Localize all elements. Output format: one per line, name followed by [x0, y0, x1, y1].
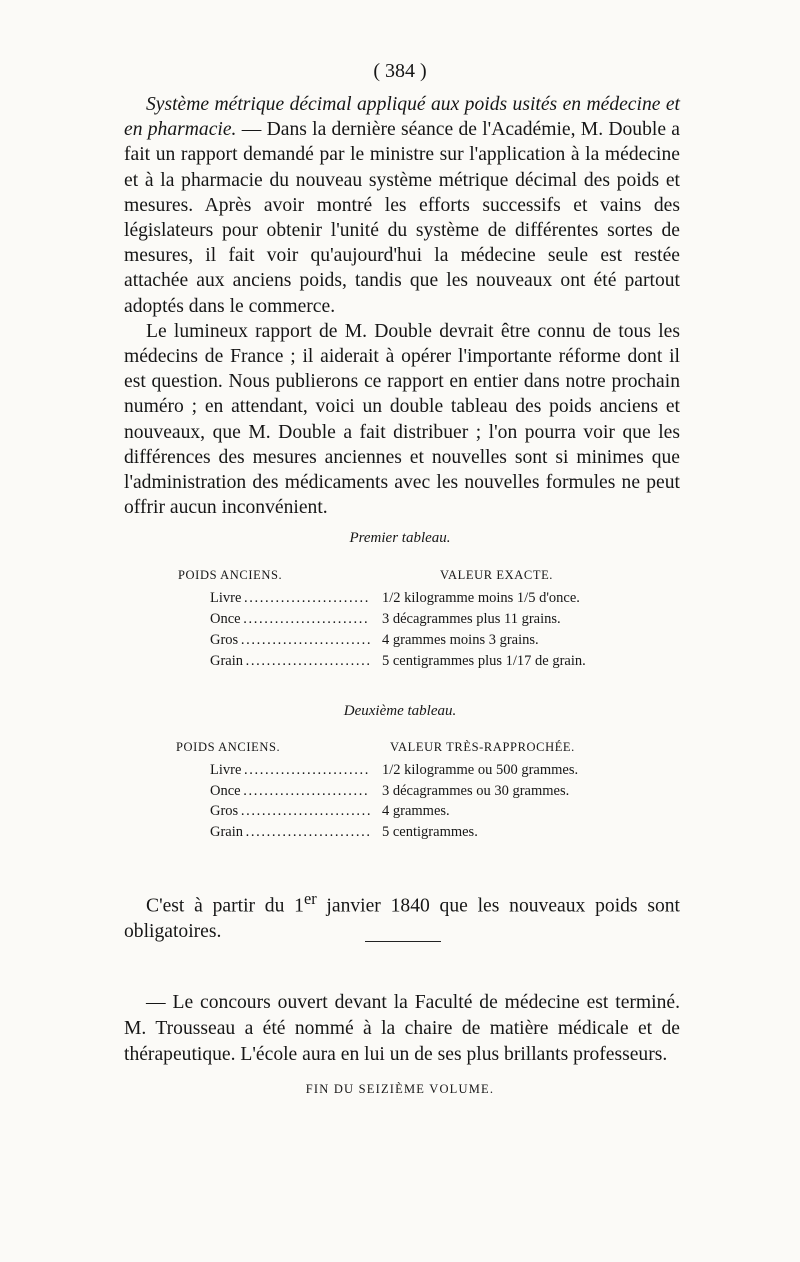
weight-value: 3 décagrammes ou 30 grammes.	[378, 783, 569, 800]
paragraph-2: Le lumineux rapport de M. Double devrait être connu de tous les médecins de France ; il aiderait à opérer l'importante réforme dont il est question. Nous publierons ce rapport en entier dans notre prochain numéro ; en attendant, voici un double tableau des poids anciens et nouveaux, que M. Double a fait distribuer ; l'on pourra voir que les différences des mesures anciennes et nouvelles sont si minimes que l'administration des médicaments avec les nouvelles formules ne peut offrir aucun inconvénient.	[124, 320, 680, 519]
paragraph-1-text: — Dans la dernière séance de l'Académie, M. Double a fait un rapport demandé par le ministre sur l'application à la médecine et à la pharmacie du nouveau système métrique décimal des poids et mesures. Après avoir montré les efforts successifs et vains des législateurs pour obtenir l'unité du système de différentes sortes de mesures, il fait voir qu'aujourd'hui la médecine seule est restée attachée aux anciens poids, tandis que les nouveaux ont été partout adoptés dans le commerce.	[124, 119, 681, 317]
table1-caption: Premier tableau.	[349, 530, 451, 546]
table2-col1-header: POIDS ANCIENS.	[176, 740, 281, 754]
weight-value: 3 décagrammes plus 11 grains.	[378, 611, 561, 628]
page-number: ( 384 )	[373, 60, 427, 82]
weight-value: 4 grammes moins 3 grains.	[378, 632, 539, 649]
weight-value: 1/2 kilogramme ou 500 grammes.	[378, 762, 578, 779]
paragraph-1	[124, 92, 680, 319]
weight-name: Livre . . .	[210, 762, 370, 779]
weight-name: Gros . . .	[210, 803, 370, 820]
table1	[0, 568, 800, 674]
table2-caption: Deuxième tableau.	[343, 703, 457, 719]
weight-name: Livre . . .	[210, 590, 370, 607]
table2-header	[0, 740, 800, 762]
table2-row	[0, 824, 800, 845]
date-text-after: janvier 1840 que les nouveaux poids sont obligatoires.	[124, 895, 680, 942]
weight-name: Once . . .	[210, 783, 370, 800]
weight-name: Grain . . .	[210, 653, 370, 670]
section-divider	[365, 941, 441, 942]
concours-paragraph: — Le concours ouvert devant la Faculté de médecine est terminé. M. Trousseau a été nommé à la chaire de matière médicale et de thérapeutique. L'école aura en lui un de ses plus brillants professeurs.	[124, 991, 680, 1065]
weight-value: 5 centigrammes.	[378, 824, 478, 841]
weight-name: Grain . . .	[210, 824, 370, 841]
weight-name: Once . . .	[210, 611, 370, 628]
table2-row	[0, 803, 800, 824]
table1-row	[0, 653, 800, 674]
weight-name: Gros . . .	[210, 632, 370, 649]
table1-col1-header: POIDS ANCIENS.	[178, 568, 283, 582]
table2-col2-header: VALEUR TRÈS-RAPPROCHÉE.	[390, 740, 575, 754]
table1-row	[0, 632, 800, 653]
table2-row	[0, 762, 800, 783]
date-superscript: er	[303, 888, 317, 908]
article-title: Système métrique décimal appliqué aux poids usités en médecine et en pharmacie.	[124, 94, 680, 141]
weight-value: 1/2 kilogramme moins 1/5 d'once.	[378, 590, 580, 607]
table1-col2-header: VALEUR EXACTE.	[440, 568, 554, 582]
weight-value: 5 centigrammes plus 1/17 de grain.	[378, 653, 586, 670]
date-paragraph	[124, 886, 680, 945]
table1-row	[0, 590, 800, 611]
weight-value: 4 grammes.	[378, 803, 450, 820]
table1-row	[0, 611, 800, 632]
table1-header	[0, 568, 800, 590]
table2	[0, 740, 800, 844]
article-body	[124, 92, 680, 520]
end-of-volume: FIN DU SEIZIÈME VOLUME.	[305, 1082, 495, 1096]
table2-row	[0, 783, 800, 804]
date-text-before: C'est à partir du 1	[146, 895, 304, 917]
